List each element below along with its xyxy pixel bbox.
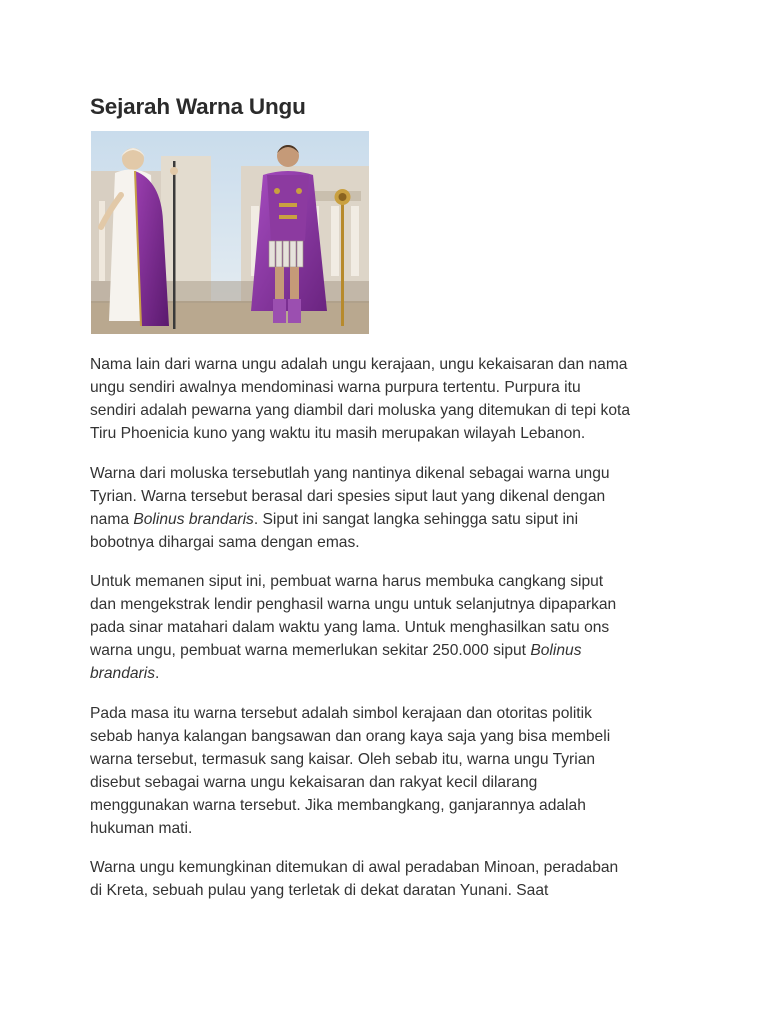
roman-emperors-illustration (91, 131, 369, 334)
paragraph-3 (90, 570, 690, 685)
text-line: warna ungu, pembuat warna memerlukan sekitar 250.000 siput (90, 642, 531, 659)
text-line: bobotnya dihargai sama dengan emas. (90, 533, 360, 551)
paragraph-2 (90, 462, 690, 554)
text-line: disebut sebagai warna ungu kekaisaran dan rakyat kecil dilarang (90, 773, 538, 791)
text-line: Pada masa itu warna tersebut adalah simbol kerajaan dan otoritas politik (90, 704, 592, 722)
species-name-italic: brandaris (90, 665, 156, 682)
text-line: Warna ungu kemungkinan ditemukan di awal peradaban Minoan, peradaban (90, 859, 619, 876)
paragraph-5 (90, 856, 690, 902)
text-line: . (155, 665, 160, 682)
text-line: Untuk memanen siput ini, pembuat warna harus membuka cangkang siput (90, 573, 604, 590)
paragraph-4 (90, 702, 690, 840)
text-line: sebab hanya kalangan bangsawan dan orang kaya saja yang bisa membeli (90, 727, 611, 745)
text-line: hukuman mati. (90, 819, 193, 837)
text-line: Tyrian. Warna tersebut berasal dari spesies siput laut yang dikenal dengan (90, 487, 606, 505)
text-line: di Kreta, sebuah pulau yang terletak di dekat daratan Yunani. Saat (90, 882, 549, 899)
text-line: ungu sendiri awalnya mendominasi warna purpura tertentu. Purpura itu (90, 379, 581, 396)
text-line: nama (90, 510, 134, 528)
text-line: Nama lain dari warna ungu adalah ungu kerajaan, ungu kekaisaran dan nama (90, 356, 628, 373)
text-line: warna tersebut, termasuk sang kaisar. Oleh sebab itu, warna ungu Tyrian (90, 750, 596, 768)
species-name-italic: Bolinus brandaris (133, 510, 254, 528)
article-body (90, 353, 690, 919)
text-line: Tiru Phoenicia kuno yang waktu itu masih merupakan wilayah Lebanon. (90, 425, 586, 442)
text-line: sendiri adalah pewarna yang diambil dari moluska yang ditemukan di tepi kota (90, 402, 631, 419)
text-line: Warna dari moluska tersebutlah yang nantinya dikenal sebagai warna ungu (90, 464, 610, 482)
text-line: pada sinar matahari dalam waktu yang lama. Untuk menghasilkan satu ons (90, 619, 610, 636)
article-title: Sejarah Warna Ungu (90, 94, 306, 119)
paragraph-1 (90, 353, 690, 445)
text-line: menggunakan warna tersebut. Jika membangkang, ganjarannya adalah (90, 796, 586, 814)
text-line: dan mengekstrak lendir penghasil warna ungu untuk selanjutnya dipaparkan (90, 596, 617, 613)
species-name-italic: Bolinus (530, 642, 582, 659)
text-line: . Siput ini sangat langka sehingga satu siput ini (253, 510, 579, 528)
